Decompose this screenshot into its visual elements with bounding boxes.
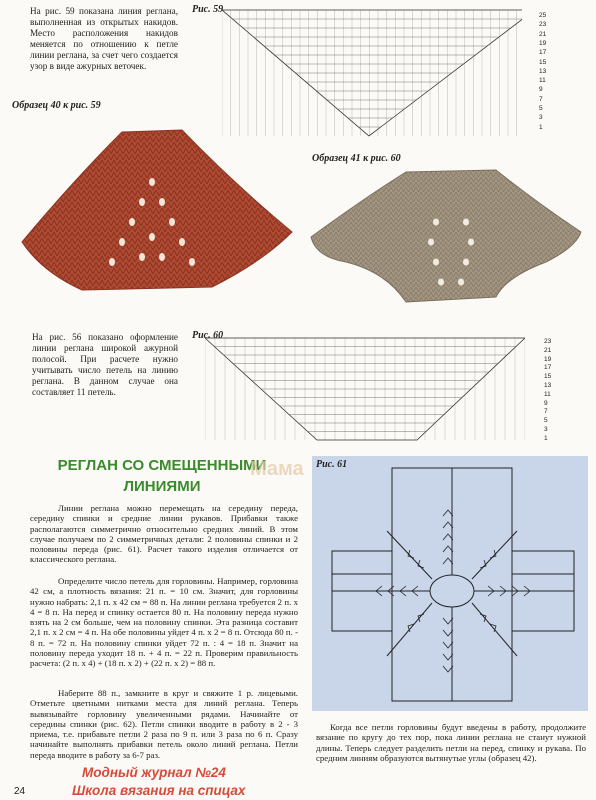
row-number: 7 xyxy=(544,408,548,416)
section-title-line-2: ЛИНИЯМИ xyxy=(123,478,201,495)
section-title-line-1: РЕГЛАН СО СМЕЩЕННЫМИ xyxy=(57,457,267,474)
sample-40-photo xyxy=(12,112,297,297)
figure-59-row-numbers xyxy=(525,12,555,142)
figure-61-diagram xyxy=(312,456,588,711)
figure-60-chart xyxy=(205,336,525,444)
row-number: 7 xyxy=(539,95,543,103)
row-number: 13 xyxy=(539,67,547,75)
body-paragraph-1: Линии реглана можно перемещать на середину переда, середину спинки и средние линии рукавов. Прибавки также располагаются симметрично относительно средних линий. В этом случае получаем по 2 симметричных детали: 2 половины спинки и 2 половины переда (рис. 61). Расчет такого изделия отличается от классического реглана. xyxy=(30,503,298,565)
figure-60-label: Рис. 60 xyxy=(192,330,224,341)
row-number: 5 xyxy=(544,417,548,425)
magazine-title: Модный журнал №24 xyxy=(82,765,226,780)
row-number: 17 xyxy=(544,364,552,372)
row-number: 11 xyxy=(544,390,551,398)
sample-40-caption: Образец 40 к рис. 59 xyxy=(12,100,101,111)
row-number: 13 xyxy=(544,382,552,389)
row-number: 25 xyxy=(539,12,547,19)
row-number: 9 xyxy=(544,399,548,407)
row-number: 3 xyxy=(539,114,543,122)
row-number: 11 xyxy=(539,77,546,85)
intro-paragraph: На рис. 59 показана линия реглана, выполненная из открытых накидов. Место расположения накидов меняется по отношению к петле линии реглана, за счет чего создается узор в виде ажурных веточек. xyxy=(30,6,178,71)
row-number: 23 xyxy=(539,21,547,29)
figure-61-label: Рис. 61 xyxy=(316,459,348,470)
figure-60-row-numbers xyxy=(530,338,560,448)
sample-41-photo xyxy=(306,162,586,312)
row-number: 21 xyxy=(539,30,547,38)
row-number: 1 xyxy=(544,434,548,442)
row-number: 3 xyxy=(544,426,548,433)
body-paragraph-3: Наберите 88 п., замкните в круг и свяжите 1 р. лицевыми. Отметьте цветными нитками места для линий реглана. Теперь вывязывайте горловину увеличенными рядами. Начинайте от середины спинки (рис. 62). Петли спинки вводите в работу в 2 - 3 приема, т.е. прибавьте петли 2 раза по 9 п. или 3 раза по 6 п. Сразу начинайте выполнять прибавки петель около линий реглана. Петли переда вводите в работу за 6-7 раз. xyxy=(30,688,298,760)
row-number: 1 xyxy=(539,123,543,131)
row-number: 19 xyxy=(539,39,547,47)
body-paragraph-2: Определите число петель для горловины. Например, горловина 42 см, а плотность вязания: 21 п. = 10 см. Значит, для горловины нужно набрать: 2,1 п. х 42 см = 88 п. На линии реглана требуется 2 п. х 4 = 8 п. На перед и спинку остается 80 п. На половину переда нужно взять на 2 см больше, чем на половину спинки. Эта разница составит 2,1 п. х 2 см = 4 п. На обе половины уйдет 4 п. х 2 = 8 п. Отсюда 80 п. - 8 п. = 72 п. На половину спинки уйдет 72 п. : 4 = 18 п. Значит на половину переда уходит 18 п. + 4 п. = 22 п. Проверим правильность расчета: (2 п. х 4) + (18 п. х 2) + (22 п. х 2) = 88 п. xyxy=(30,576,298,669)
figure-59-label: Рис. 59 xyxy=(192,4,224,15)
row-number: 21 xyxy=(544,346,552,354)
page-number: 24 xyxy=(14,786,26,797)
magazine-subtitle: Школа вязания на спицах xyxy=(72,783,246,798)
row-number: 5 xyxy=(539,105,543,112)
row-number: 9 xyxy=(539,86,543,94)
row-number: 15 xyxy=(544,373,552,381)
row-number: 15 xyxy=(539,58,547,66)
watermark: Мама xyxy=(250,458,304,480)
sample-41-caption: Образец 41 к рис. 60 xyxy=(312,153,401,164)
row-number: 19 xyxy=(544,355,552,363)
row-number: 17 xyxy=(539,49,547,57)
row-number: 23 xyxy=(544,338,552,345)
fig61-caption-text: Когда все петли горловины будут введены в работу, продолжите вязание по кругу до тех пор, пока линии реглана не станут нужной длины. Теперь следует разделить петли на перед, спинку и рукава. По средним линиям образуются вытянутые углы (образец 42). xyxy=(316,722,586,763)
ajour-paragraph: На рис. 56 показано оформление линии реглана широкой ажурной полосой. При расчете нужно учитывать число петель на линию реглана. В данном случае она составляет 11 петель. xyxy=(32,332,178,397)
